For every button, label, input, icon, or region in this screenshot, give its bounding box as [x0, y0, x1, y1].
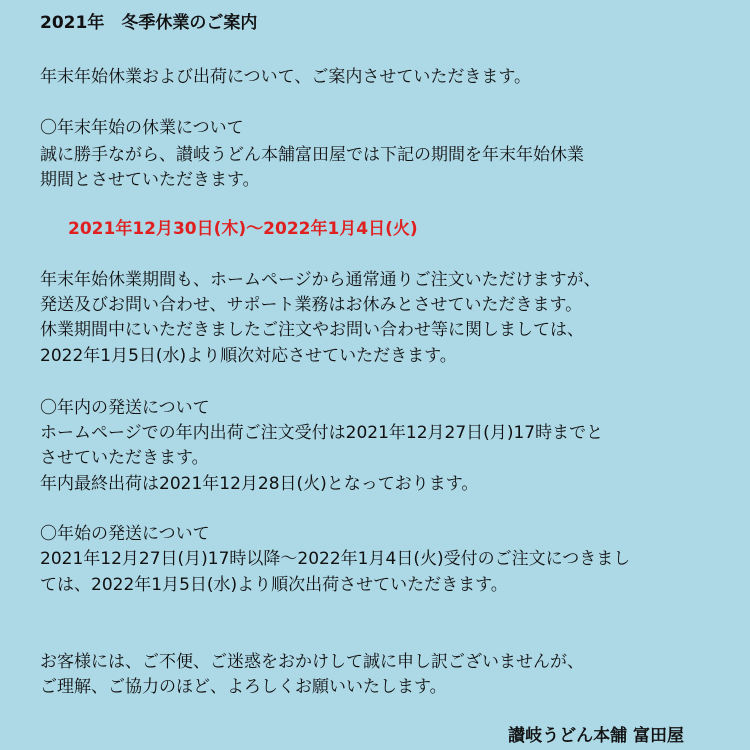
- detail-line: 2022年1月5日(水)より順次対応させていただきます。: [40, 346, 457, 366]
- section-heading-new-year-shipping: 〇年始の発送について: [40, 524, 210, 544]
- section-heading-year-end-closure: 〇年末年始の休業について: [40, 118, 244, 138]
- section-text-line: 期間とさせていただきます。: [40, 170, 260, 190]
- section-text-line: させていただきます。: [40, 448, 209, 468]
- section-text-line: 年内最終出荷は2021年12月28日(火)となっております。: [40, 474, 479, 494]
- closure-period: 2021年12月30日(木)～2022年1月4日(火): [68, 219, 418, 239]
- section-heading-year-end-shipping: 〇年内の発送について: [40, 398, 210, 418]
- section-text-line: 2021年12月27日(月)17時以降～2022年1月4日(火)受付のご注文につきまし: [40, 549, 631, 569]
- detail-line: 発送及びお問い合わせ、サポート業務はお休みとさせていただきます。: [40, 295, 583, 315]
- store-signature: 讃岐うどん本舗 富田屋: [508, 726, 684, 746]
- detail-line: 年末年始休業期間も、ホームページから通常通りご注文いただけますが、: [40, 270, 601, 290]
- section-text-line: ては、2022年1月5日(水)より順次出荷させていただきます。: [40, 575, 508, 595]
- closing-line: お客様には、ご不便、ご迷惑をおかけして誠に申し訳ございませんが、: [40, 652, 584, 672]
- closing-line: ご理解、ご協力のほど、よろしくお願いいたします。: [40, 677, 447, 697]
- notice-title: 2021年 冬季休業のご案内: [40, 13, 258, 33]
- intro-text: 年末年始休業および出荷について、ご案内させていただきます。: [40, 67, 531, 87]
- section-text-line: 誠に勝手ながら、讃岐うどん本舗富田屋では下記の期間を年末年始休業: [40, 145, 584, 165]
- section-text-line: ホームページでの年内出荷ご注文受付は2021年12月27日(月)17時までと: [40, 423, 604, 443]
- detail-line: 休業期間中にいただきましたご注文やお問い合わせ等に関しましては、: [40, 320, 584, 340]
